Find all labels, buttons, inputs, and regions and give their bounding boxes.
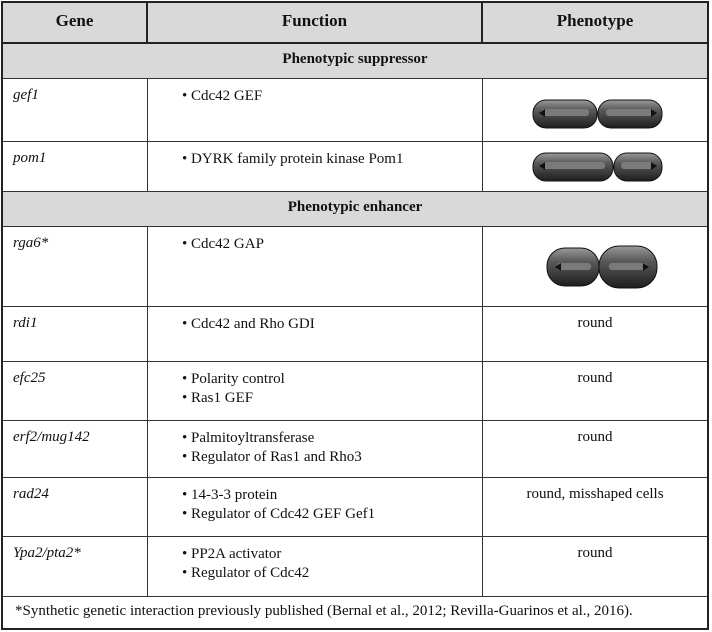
gene-cell: rga6* (3, 227, 148, 306)
function-line: • Palmitoyltransferase (182, 430, 315, 446)
gene-cell: rdi1 (3, 307, 148, 361)
phenotype-cell: round (577, 315, 613, 331)
elongated-cell-two-halves-icon (531, 97, 666, 133)
function-cell (148, 421, 483, 477)
table-row (3, 362, 707, 421)
table-row (3, 307, 707, 362)
phenotype-cell (483, 142, 707, 191)
gene-cell: erf2/mug142 (3, 421, 148, 477)
table-row (3, 421, 707, 478)
function-line: • Regulator of Cdc42 (182, 565, 310, 581)
table-row (3, 79, 707, 142)
header-phenotype: Phenotype (556, 11, 634, 30)
gene-cell: Ypa2/pta2* (3, 537, 148, 596)
asymmetric-cell-icon (531, 150, 666, 186)
phenotype-cell: round (577, 545, 613, 561)
function-line: • Cdc42 GAP (182, 236, 264, 252)
gene-cell: gef1 (3, 79, 148, 141)
table-row (3, 478, 707, 537)
function-line: • Cdc42 GEF (182, 88, 263, 104)
table-row (3, 227, 707, 307)
phenotype-cell (483, 79, 707, 141)
function-cell (148, 227, 483, 306)
gene-table (1, 1, 709, 630)
phenotype-cell: round (577, 429, 613, 445)
gene-cell: rad24 (3, 478, 148, 536)
phenotype-cell (483, 227, 707, 306)
function-cell (148, 79, 483, 141)
phenotype-cell: round, misshaped cells (526, 486, 664, 502)
function-line: • PP2A activator (182, 546, 282, 562)
function-cell (148, 478, 483, 536)
function-line: • Polarity control (182, 371, 285, 387)
function-line: • Cdc42 and Rho GDI (182, 316, 315, 332)
gene-cell: pom1 (3, 142, 148, 191)
table-header (3, 3, 707, 44)
wide-cell-icon (545, 243, 659, 291)
section-enhancer: Phenotypic enhancer (3, 192, 707, 227)
function-line: • DYRK family protein kinase Pom1 (182, 151, 404, 167)
section-suppressor: Phenotypic suppressor (3, 44, 707, 79)
header-function: Function (148, 3, 483, 42)
function-cell (148, 537, 483, 596)
header-gene: Gene (3, 3, 148, 42)
table-row (3, 142, 707, 192)
function-cell (148, 142, 483, 191)
function-line: • Regulator of Ras1 and Rho3 (182, 449, 362, 465)
footnote: *Synthetic genetic interaction previously published (Bernal et al., 2012; Revilla-Guarinos et al., 2016). (15, 603, 633, 619)
function-line: • Ras1 GEF (182, 390, 254, 406)
phenotype-cell: round (577, 370, 613, 386)
function-cell (148, 362, 483, 420)
gene-cell: efc25 (3, 362, 148, 420)
function-cell (148, 307, 483, 361)
table-row (3, 537, 707, 597)
function-line: • 14-3-3 protein (182, 487, 278, 503)
function-line: • Regulator of Cdc42 GEF Gef1 (182, 506, 376, 522)
